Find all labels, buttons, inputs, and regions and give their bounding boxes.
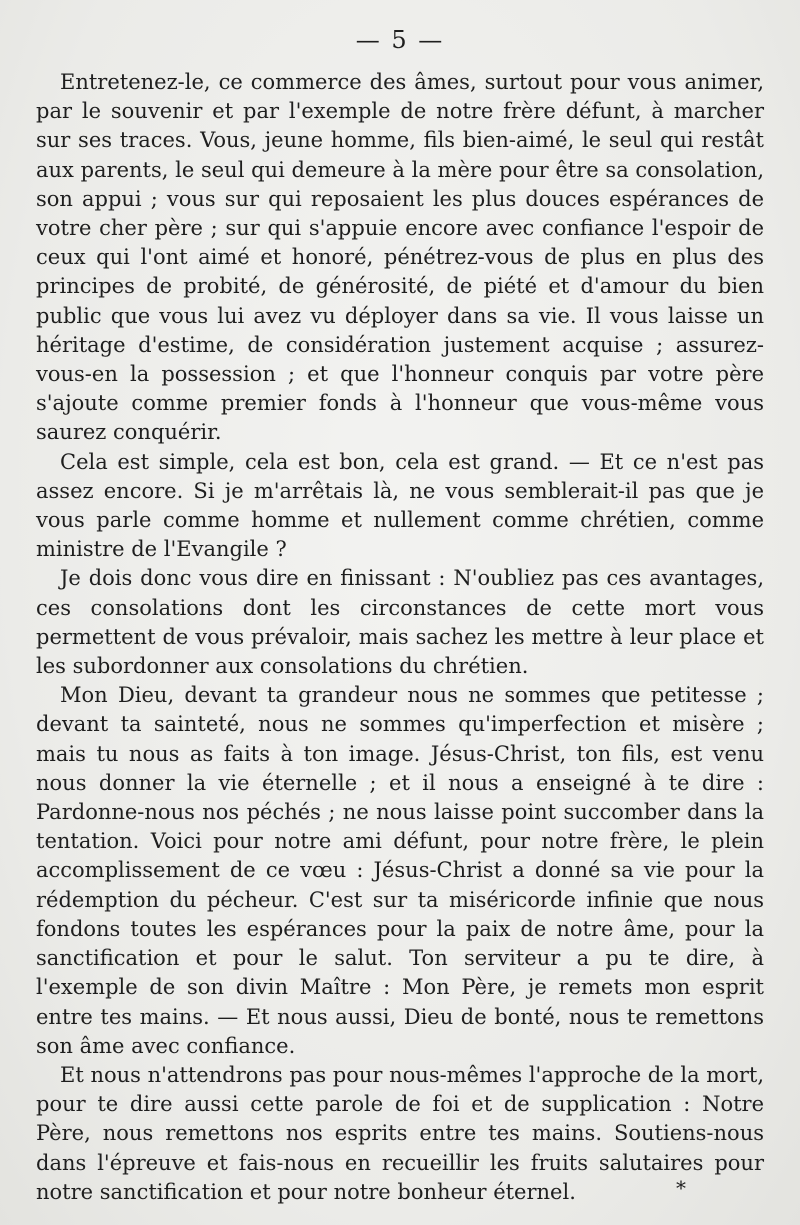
paragraph-1: Entretenez-le, ce commerce des âmes, surtout pour vous animer, par le souvenir et par l'exemple de notre frère défunt, à marcher sur ses traces. Vous, jeune homme, fils bien-aimé, le seul qui restât aux parents, le seul qui demeure à la mère pour être sa consolation, son appui ; vous sur qui reposaient les plus douces espérances de votre cher père ; sur qui s'appuie encore avec confiance l'espoir de ceux qui l'ont aimé et honoré, pénétrez-vous de plus en plus des principes de probité, de générosité, de piété et d'amour du bien public que vous lui avez vu déployer dans sa vie. Il vous laisse un héritage d'estime, de considération justement acquise ; assurez-vous-en la possession ; et que l'honneur conquis par votre père s'ajoute comme premier fonds à l'honneur que vous-même vous saurez conquérir. — [36, 70, 764, 445]
paragraph-4: Mon Dieu, devant ta grandeur nous ne sommes que petitesse ; devant ta sainteté, nous ne sommes qu'imperfection et misère ; mais tu nous as faits à ton image. Jésus-Christ, ton fils, est venu nous donner la vie éternelle ; et il nous a enseigné à te dire : Pardonne-nous nos péchés ; ne nous laisse point succomber dans la tentation. Voici pour notre ami défunt, pour notre frère, le plein accomplissement de ce vœu : Jésus-Christ a donné sa vie pour la rédemption du pécheur. C'est sur ta miséricorde infinie que nous fondons toutes les espérances pour la paix de notre âme, pour la sanctification et pour le salut. Ton serviteur a pu te dire, à l'exemple de son divin Maître : Mon Père, je remets mon esprit entre tes mains. — Et nous aussi, Dieu de bonté, nous te remettons son âme avec confiance. — [36, 683, 764, 1058]
paragraph-2: Cela est simple, cela est bon, cela est grand. — Et ce n'est pas assez encore. Si je m'arrêtais là, ne vous semblerait-il pas que je vous parle comme homme et nullement comme chrétien, comme ministre de l'Evangile ? — [36, 449, 764, 562]
page-number: — 5 — — [355, 26, 445, 54]
paragraph-5: Et nous n'attendrons pas pour nous-mêmes l'approche de la mort, pour te dire aussi cette parole de foi et de supplication : Notre Père, nous remettons nos esprits entre tes mains. Soutiens-nous dans l'épreuve et fais-nous en recueillir les fruits salutaires pour notre sanctification et pour notre bonheur éternel. — [36, 1062, 764, 1204]
end-mark: * — [676, 1176, 686, 1200]
paragraph-3: Je dois donc vous dire en finissant : N'oubliez pas ces avantages, ces consolations dont les circonstances de cette mort vous permettent de vous prévaloir, mais sachez les mettre à leur place et les subordonner aux consolations du chrétien. — [36, 566, 764, 679]
body-text — [36, 68, 764, 1207]
